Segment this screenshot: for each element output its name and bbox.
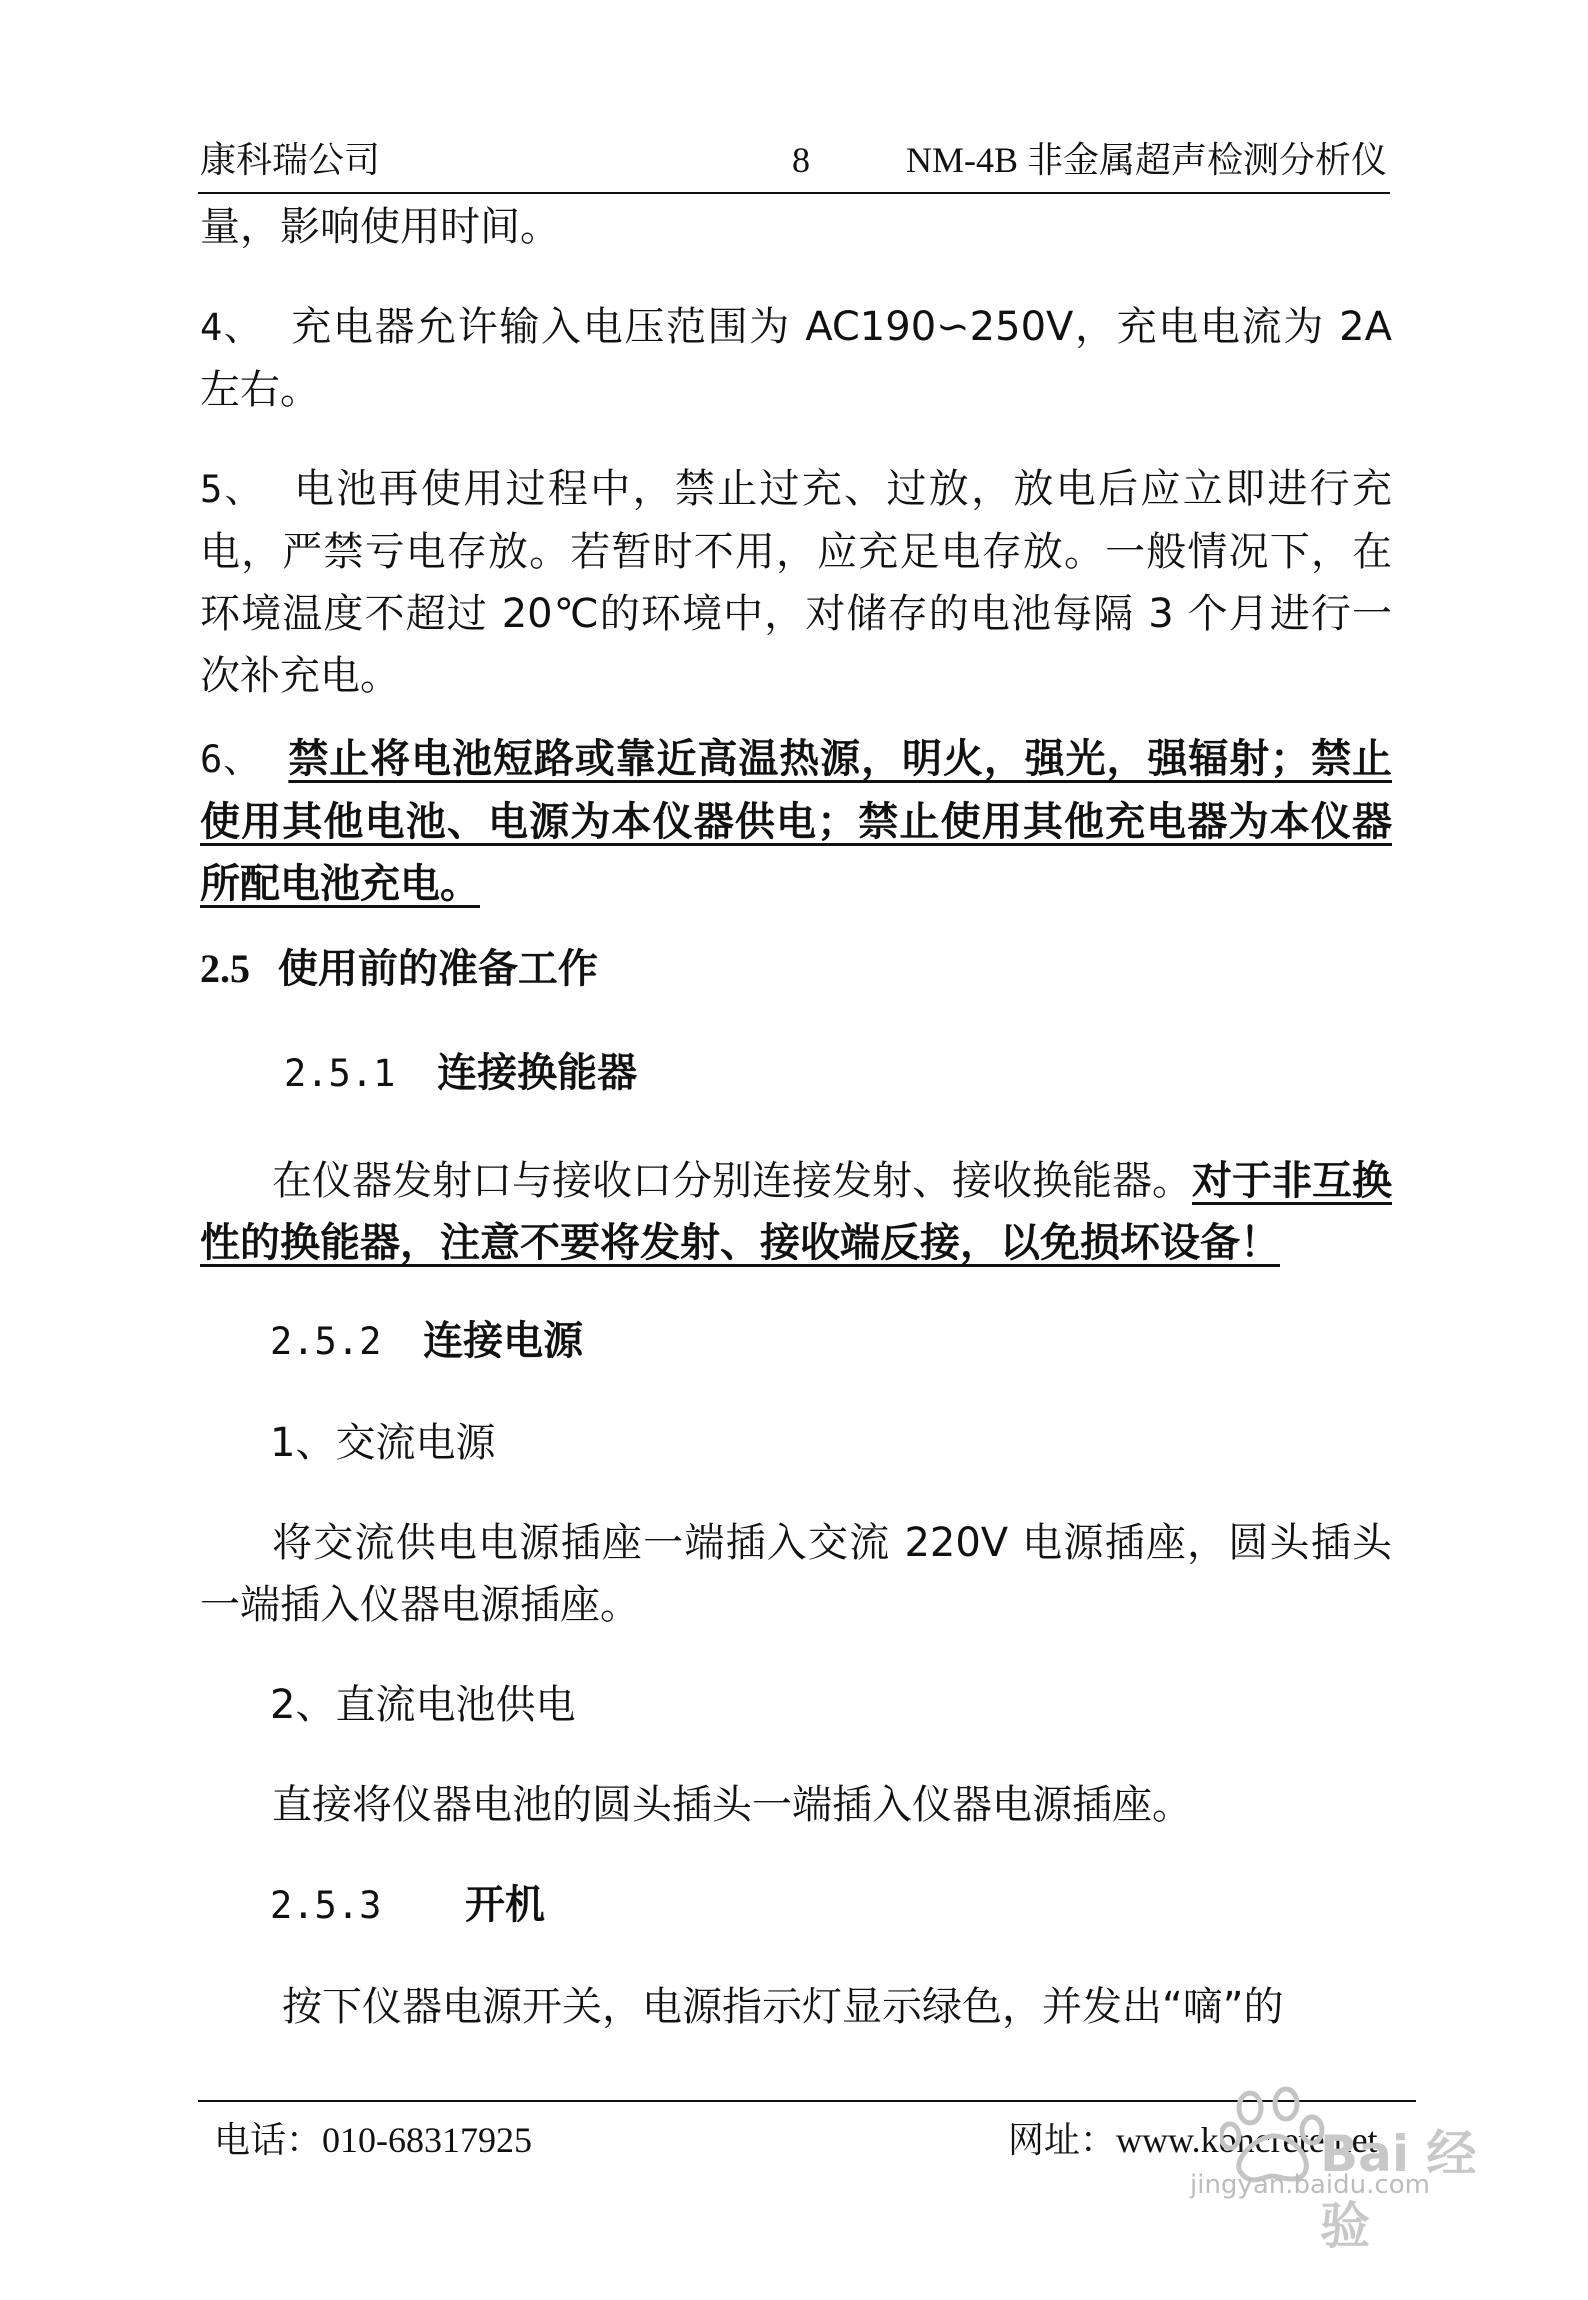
list-number: 6、 <box>200 738 262 781</box>
subsection-title: 连接电源 <box>423 1318 584 1364</box>
paragraph-text: 在仪器发射口与接收口分别连接发射、接收换能器。 <box>272 1158 1192 1204</box>
subsection-heading-2-5-1 <box>284 1048 637 1099</box>
ac-power-label <box>270 1412 1270 1474</box>
section-title: 使用前的准备工作 <box>277 946 598 992</box>
footer-phone: 电话：010-68317925 <box>214 2120 532 2160</box>
warning-text: 禁止将电池短路或靠近高温热源，明火，强光，强辐射；禁止使用其他电池、电源为本仪器供电；禁止使用其他充电器为本仪器所配电池充电。 <box>200 736 1393 907</box>
list-item-5 <box>200 458 1392 707</box>
paragraph-power-on <box>200 1976 1392 2038</box>
paragraph-text: 将交流供电电源插座一端插入交流 220V 电源插座，圆头插头一端插入仪器电源插座。 <box>200 1520 1392 1628</box>
section-heading-2-5 <box>200 944 598 994</box>
paragraph-continuation <box>200 196 1392 258</box>
list-item-4 <box>200 296 1392 421</box>
subsection-heading-2-5-3 <box>270 1880 545 1931</box>
list-number: 5、 <box>200 468 264 511</box>
subsection-heading-2-5-2 <box>270 1316 583 1367</box>
list-text: 电池再使用过程中，禁止过充、过放，放电后应立即进行充电，严禁亏电存放。若暂时不用，应充足电存放。一般情况下，在环境温度不超过 20℃的环境中，对储存的电池每隔 3 个月进行一次补充电。 <box>200 466 1393 699</box>
section-number: 2.5 <box>200 946 250 991</box>
subsection-number: 2.5.2 <box>270 1320 382 1363</box>
paragraph-connect-transducer <box>200 1150 1392 1274</box>
paragraph-text: 直接将仪器电池的圆头插头一端插入仪器电源插座。 <box>272 1782 1192 1828</box>
paragraph-ac-power <box>200 1512 1392 1636</box>
subsection-number: 2.5.3 <box>270 1884 382 1927</box>
warning-text: 对于非互换性的换能器，注意不要将发射、接收端反接，以免损坏设备！ <box>200 1158 1392 1266</box>
list-text: 充电器允许输入电压范围为 AC190∽250V，充电电流为 2A 左右。 <box>200 304 1392 413</box>
header-product-title: NM-4B 非金属超声检测分析仪 <box>906 140 1388 180</box>
paragraph-text: 按下仪器电源开关，电源指示灯显示绿色，并发出“嘀”的 <box>282 1984 1284 2030</box>
subsection-title: 开机 <box>464 1882 545 1928</box>
paragraph-text: 1、交流电源 <box>270 1420 496 1466</box>
list-item-6-warning <box>200 728 1392 915</box>
subsection-number: 2.5.1 <box>284 1052 396 1095</box>
baidu-watermark <box>1180 2084 1480 2255</box>
dc-power-label <box>270 1674 1270 1736</box>
footer-website: 网址：www.koncrete.net <box>1008 2120 1378 2160</box>
watermark-brand: Bai 经验 <box>1320 2125 1477 2255</box>
watermark-url: jingyan.baidu.com <box>1190 2170 1430 2200</box>
header-rule <box>198 192 1390 194</box>
header-company: 康科瑞公司 <box>200 140 381 180</box>
paragraph-text: 2、直流电池供电 <box>270 1682 576 1728</box>
paragraph-text: 量，影响使用时间。 <box>200 204 560 250</box>
header-page-number: 8 <box>792 140 810 180</box>
subsection-title: 连接换能器 <box>437 1050 638 1096</box>
paragraph-dc-power <box>200 1774 1392 1836</box>
list-number: 4、 <box>200 306 263 349</box>
